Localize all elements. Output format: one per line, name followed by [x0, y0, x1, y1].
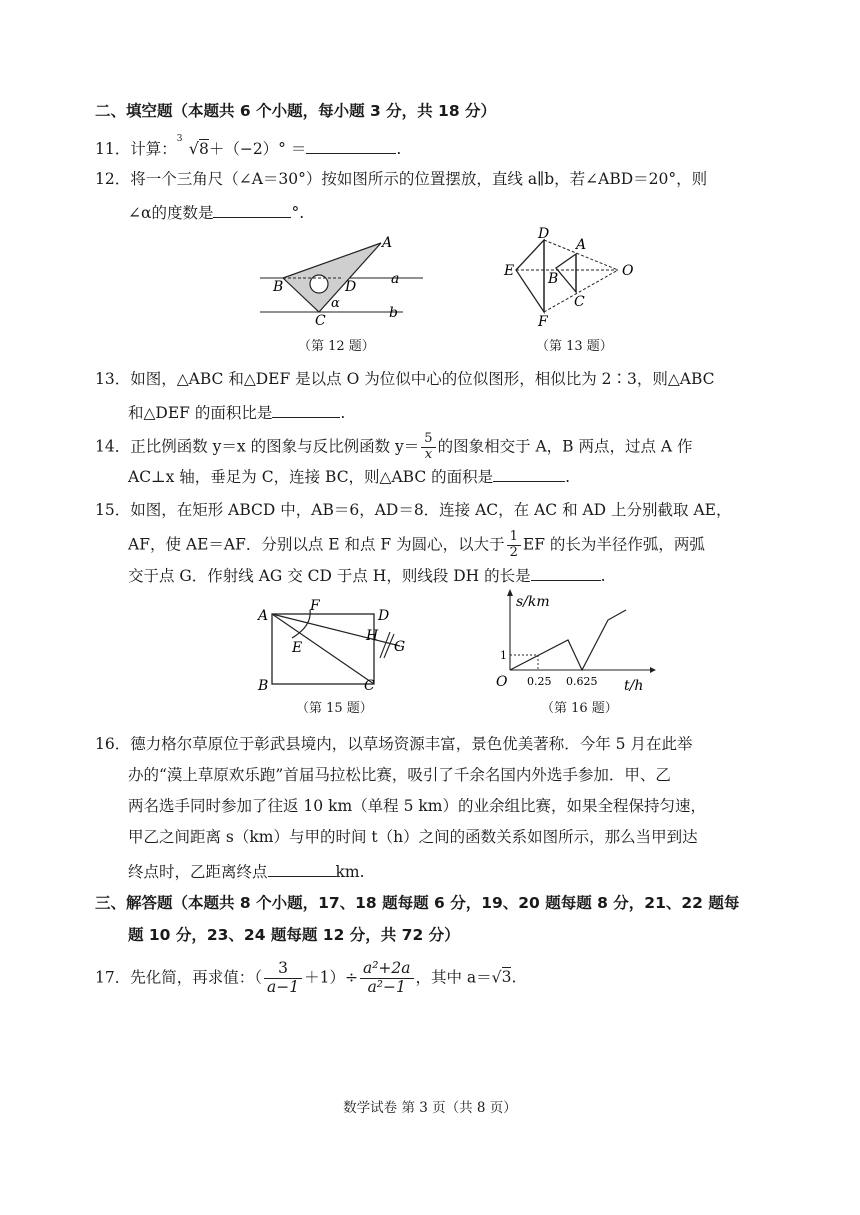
fig15-label-D: D	[378, 608, 390, 624]
fig16-xtick-1: 0.625	[566, 675, 598, 688]
answer-blank-11	[306, 139, 396, 154]
question-15-line-3: 交于点 G．作射线 AG 交 CD 于点 H，则线段 DH 的长是 .	[128, 567, 606, 585]
answer-blank-12	[213, 203, 291, 218]
fig15-label-F: F	[310, 598, 320, 614]
page-footer: 数学试卷 第 3 页（共 8 页）	[343, 1100, 517, 1116]
question-15-line-1: 15．如图，在矩形 ABCD 中，AB＝6，AD＝8．连接 AC，在 AC 和 AD 上分别截取 AE，	[95, 501, 732, 519]
question-12-line-2: ∠α的度数是 °.	[128, 204, 305, 222]
fig13-label-B: B	[548, 271, 559, 287]
answer-blank-13	[272, 403, 340, 418]
fig15-label-E: E	[292, 640, 303, 656]
fig12-label-B: B	[273, 279, 284, 295]
answer-blank-14	[493, 467, 565, 482]
fig12-label-alpha: α	[331, 296, 340, 311]
sqrt-3: √3	[491, 968, 512, 987]
fig13-label-O: O	[622, 263, 634, 279]
question-16-line-4: 甲乙之间距离 s（km）与甲的时间 t（h）之间的函数关系如图所示，那么当甲到达	[128, 828, 698, 846]
cube-root-8: 3 √8	[176, 134, 209, 158]
fig16-ylabel: s/km	[516, 594, 550, 610]
figure-12	[255, 233, 425, 331]
figure-15	[252, 596, 422, 694]
fig12-label-b: b	[389, 305, 398, 321]
question-15-line-2: AF，使 AE＝AF．分别以点 E 和点 F 为圆心，以大于 $\frac{1}{2}$ EF 的长为半径作弧，两弧	[128, 529, 705, 560]
figure-13	[500, 222, 650, 332]
fig16-origin: O	[496, 674, 508, 690]
fig12-label-a: a	[391, 271, 400, 287]
fig13-label-E: E	[504, 263, 515, 279]
question-12-line-1: 12．将一个三角尺（∠A＝30°）按如图所示的位置摆放，直线 a∥b，若∠ABD＝20°，则	[95, 170, 708, 188]
question-16-line-1: 16．德力格尔草原位于彰武县境内，以草场资源丰富，景色优美著称．今年 5 月在此举	[95, 735, 693, 753]
figure-16	[490, 584, 660, 694]
fig16-ytick: 1	[500, 649, 507, 662]
fig12-label-C: C	[315, 313, 326, 329]
question-16-line-2: 办的“漠上草原欢乐跑”首届马拉松比赛，吸引了千余名国内外选手参加．甲、乙	[128, 766, 671, 784]
fig15-label-G: G	[394, 639, 406, 655]
section-3-title-line-1: 三、解答题（本题共 8 个小题，17、18 题每题 6 分，19、20 题每题 8 分，21、22 题每	[95, 894, 740, 912]
question-11: 11．计算： 3 √8＋（−2）° ＝ .	[95, 134, 402, 158]
figure-12-caption: （第 12 题）	[298, 339, 375, 354]
fig16-xlabel: t/h	[624, 678, 644, 694]
fig13-label-C: C	[574, 294, 585, 310]
question-13-line-2: 和△DEF 的面积比是 .	[128, 404, 346, 422]
answer-blank-15	[531, 566, 601, 581]
fig15-label-C: C	[364, 678, 375, 694]
answer-blank-16	[268, 862, 336, 877]
fig15-label-H: H	[366, 628, 379, 644]
section-2-title: 二、填空题（本题共 6 个小题，每小题 3 分，共 18 分）	[95, 102, 497, 120]
fig15-label-A: A	[258, 608, 269, 624]
fig15-label-B: B	[258, 678, 269, 694]
fig12-label-D: D	[345, 279, 357, 295]
fig13-label-A: A	[576, 237, 587, 253]
section-3-title-line-2: 题 10 分，23、24 题每题 12 分，共 72 分）	[128, 926, 460, 944]
figure-13-caption: （第 13 题）	[536, 339, 613, 354]
question-13-line-1: 13．如图，△ABC 和△DEF 是以点 O 为位似中心的位似图形，相似比为 2∶3，则△ABC	[95, 370, 715, 388]
figure-15-caption: （第 15 题）	[296, 701, 373, 716]
figure-16-caption: （第 16 题）	[541, 701, 618, 716]
fig13-label-F: F	[538, 314, 548, 330]
question-14-line-1: 14．正比例函数 y＝x 的图象与反比例函数 y＝ $\frac{5}{x}$ 的图象相交于 A，B 两点，过点 A 作	[95, 431, 693, 462]
question-16-line-3: 两名选手同时参加了往返 10 km（单程 5 km）的业余组比赛，如果全程保持匀速，	[128, 797, 706, 815]
fig13-label-D: D	[538, 226, 550, 242]
fig12-label-A: A	[382, 235, 393, 251]
fig16-xtick-0: 0.25	[527, 675, 552, 688]
question-14-line-2: AC⊥x 轴，垂足为 C，连接 BC，则△ABC 的面积是 .	[128, 468, 571, 486]
question-17: 17．先化简，再求值：（ $\frac{3}{a-1}$ ＋1）÷ $\frac{\text{a²+2a}}{\text{a²−1}}$ ，其中 a＝√3.	[95, 959, 517, 996]
question-16-line-5: 终点时，乙距离终点 km.	[128, 863, 365, 881]
